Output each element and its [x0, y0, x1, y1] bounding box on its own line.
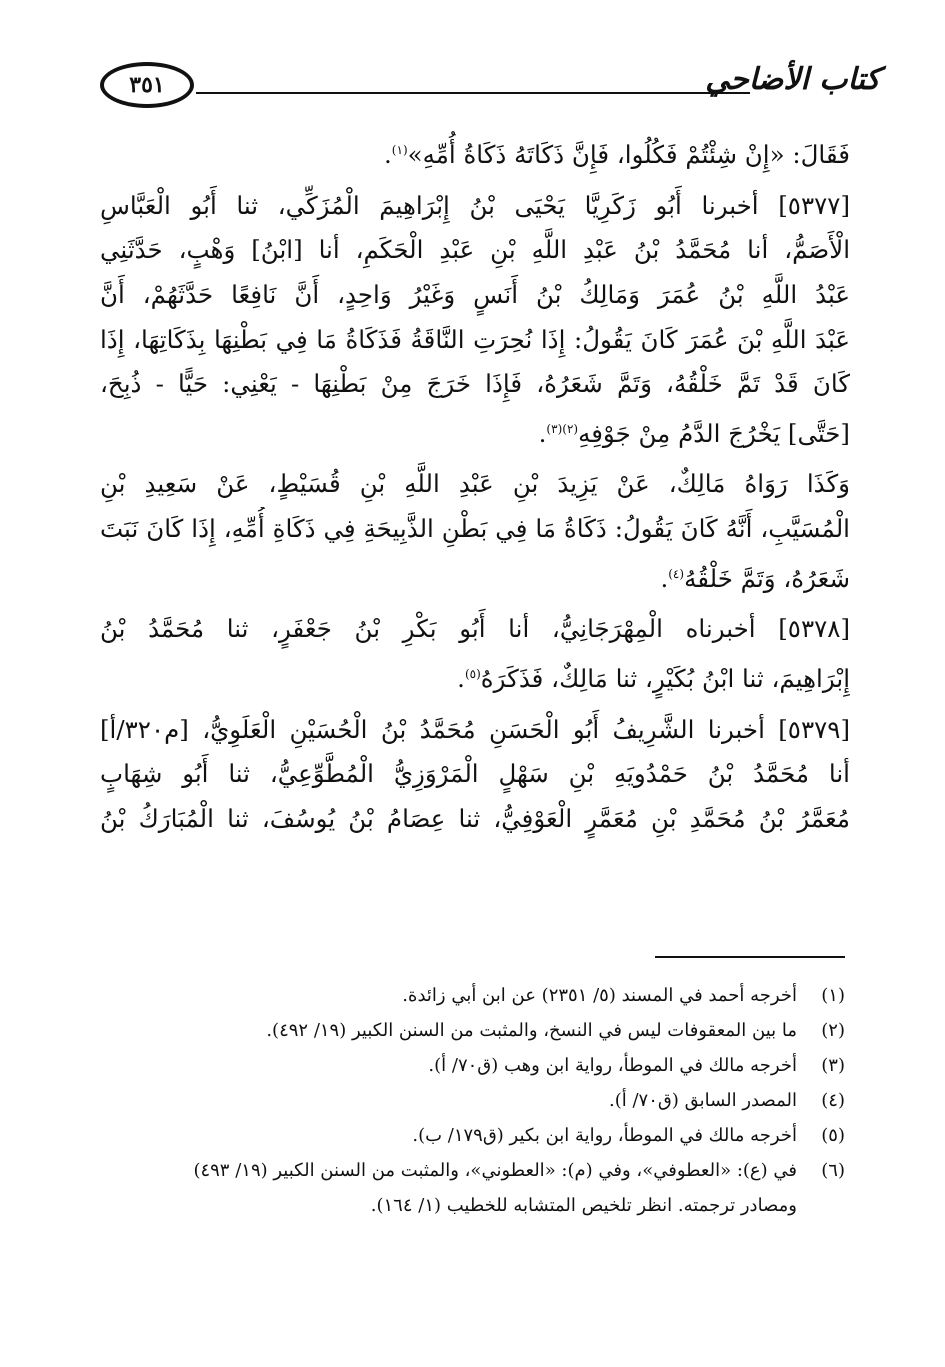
footnote-text: أخرجه أحمد في المسند (٥/ ٢٣٥١) عن ابن أبي زائدة. — [402, 985, 797, 1006]
text-line: إِبْرَاهِيمَ، ثنا ابْنُ بُكَيْرٍ، ثنا مَالِكٌ، فَذَكَرَهُ$^{(٥)}$. — [457, 664, 850, 694]
text-line: [٥٣٧٨] أخبرناه الْمِهْرَجَانِيُّ، أنا أَبُو بَكْرِ بْنُ جَعْفَرٍ، ثنا مُحَمَّدُ بْنُ — [100, 614, 850, 644]
footnote-number: (٥) — [821, 1125, 845, 1146]
footnote-text: المصدر السابق (ق٧٠/ أ). — [609, 1090, 797, 1111]
footnote-marker: (٣) — [546, 421, 563, 436]
footnote-number: (١) — [821, 985, 845, 1006]
footnote — [105, 1048, 845, 1083]
footnote-number: (٤) — [821, 1090, 845, 1111]
footnote — [105, 1153, 845, 1188]
footnote-number: (٢) — [821, 1020, 845, 1041]
text-line: الْمُسَيَّبِ، أَنَّهُ كَانَ يَقُولُ: ذَكَاةُ مَا فِي بَطْنِ الذَّبِيحَةِ فِي ذَكَاةِ أُمِّهِ، إِذَا كَانَ نَبَتَ — [100, 514, 850, 544]
text-line: [٥٣٧٩] أخبرنا الشَّرِيفُ أَبُو الْحَسَنِ مُحَمَّدُ بْنُ الْحُسَيْنِ الْعَلَوِيُّ، [م٣٢٠/أ] — [100, 714, 850, 744]
main-text — [100, 128, 850, 842]
footnote-number: (٦) — [821, 1160, 845, 1181]
text-line: أنا مُحَمَّدُ بْنُ حَمْدُويَهِ بْنِ سَهْلٍ الْمَرْوَزِيُّ الْمُطَّوِّعِيُّ، ثنا أَبُو شِهَابٍ — [100, 759, 850, 789]
text-line: كَانَ قَدْ تَمَّ خَلْقُهُ، وَتَمَّ شَعَرُهُ، فَإِذَا خَرَجَ مِنْ بَطْنِهَا - يَعْنِي: حَيًّا - ذُبِحَ، — [100, 369, 850, 399]
text-line: شَعَرُهُ، وَتَمَّ خَلْقُهُ$^{(٤)}$. — [660, 563, 850, 593]
footnote — [105, 1118, 845, 1153]
page-header — [100, 62, 880, 122]
footnote-marker: (٤) — [668, 566, 685, 581]
footnote — [105, 1013, 845, 1048]
footnote-text: ما بين المعقوفات ليس في النسخ، والمثبت من السنن الكبير (١٩/ ٤٩٢). — [266, 1020, 797, 1041]
text-line: عَبْدُ اللَّهِ بْنُ عُمَرَ وَمَالِكُ بْنُ أَنَسٍ وَغَيْرُ وَاحِدٍ، أَنَّ نَافِعًا حَدَّثَهُمْ، أَنَّ — [100, 279, 850, 309]
footnote — [105, 978, 845, 1013]
footnote-marker: (٥) — [464, 667, 481, 681]
text-line: [٥٣٧٧] أخبرنا أَبُو زَكَرِيَّا يَحْيَى بْنُ إِبْرَاهِيمَ الْمُزَكِّي، ثنا أَبُو الْعَبَّاسِ — [100, 190, 850, 220]
text-line: فَقَالَ: «إِنْ شِئْتُمْ فَكُلُوا، فَإِنَّ ذَكَاتَهُ ذَكَاةُ أُمِّهِ»$^{(١)}$. — [384, 140, 850, 170]
footnote-rule — [655, 956, 845, 958]
page-number: ٣٥١ — [100, 62, 194, 108]
text-line: الْأَصَمُّ، أنا مُحَمَّدُ بْنُ عَبْدِ اللَّهِ بْنِ عَبْدِ الْحَكَمِ، أنا [ابْنُ] وَهْبٍ، حَدَّثَنِي — [100, 235, 850, 265]
text-line: مُعَمَّرُ بْنُ مُحَمَّدِ بْنِ مُعَمَّرٍ الْعَوْفِيُّ، ثنا عِصَامُ بْنُ يُوسُفَ، ثنا الْمُبَارَكُ بْنُ — [100, 803, 850, 833]
footnote-text: أخرجه مالك في الموطأ، رواية ابن وهب (ق٧٠/ أ). — [428, 1055, 797, 1076]
text-line: عَبْدَ اللَّهِ بْنَ عُمَرَ كَانَ يَقُولُ: إِذَا نُحِرَتِ النَّاقَةُ فَذَكَاةُ مَا فِي بَطْنِهَا بِذَكَاتِهَا، إِذَا — [100, 324, 850, 354]
footnotes — [105, 978, 845, 1223]
text-line: [حَتَّى] يَخْرُجَ الدَّمُ مِنْ جَوْفِهِ$^{(٢)(٣)}$. — [538, 418, 850, 448]
footnote-marker: (٢) — [562, 421, 579, 436]
footnote-continuation: ومصادر ترجمته. انظر تلخيص المتشابه للخطيب (١/ ١٦٤). — [370, 1195, 797, 1216]
footnote-text: أخرجه مالك في الموطأ، رواية ابن بكير (ق١٧٩/ ب). — [412, 1125, 797, 1146]
footnote-text: في (ع): «العطوفي»، وفي (م): «العطوني»، والمثبت من السنن الكبير (١٩/ ٤٩٣) — [193, 1160, 797, 1181]
footnote — [105, 1083, 845, 1118]
header-rule — [196, 92, 750, 94]
footnote-marker: (١) — [391, 143, 408, 157]
text-line: وَكَذَا رَوَاهُ مَالِكٌ، عَنْ يَزِيدَ بْنِ عَبْدِ اللَّهِ بْنِ قُسَيْطٍ، عَنْ سَعِيدِ بْنِ — [100, 469, 850, 499]
book-title: كتاب الأضاحي — [705, 62, 880, 97]
footnote-number: (٣) — [821, 1055, 845, 1076]
